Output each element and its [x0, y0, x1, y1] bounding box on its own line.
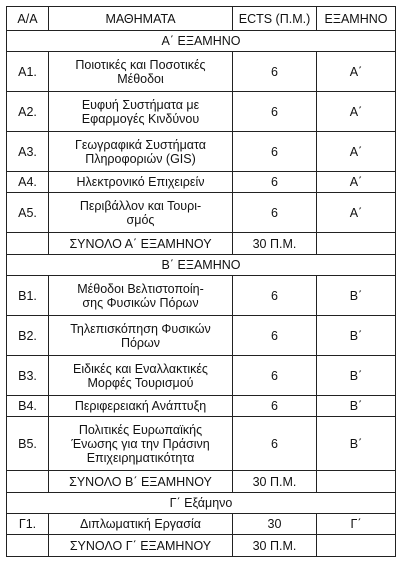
course-title	[49, 193, 233, 233]
total-empty	[7, 471, 49, 493]
course-semester: Β΄	[317, 396, 396, 417]
course-title	[49, 417, 233, 471]
course-semester: Α΄	[317, 193, 396, 233]
course-title-line: Ευφυή Συστήματα με	[81, 97, 200, 112]
course-ects: 6	[233, 132, 317, 172]
course-semester: Α΄	[317, 92, 396, 132]
course-code: Γ1.	[7, 514, 49, 535]
course-title-line: Μέθοδοι Βελτιστοποίη-	[77, 281, 204, 296]
semester-total-row	[7, 471, 396, 493]
total-empty	[317, 535, 396, 557]
course-semester: Β΄	[317, 356, 396, 396]
total-empty	[317, 233, 396, 255]
course-title	[49, 132, 233, 172]
course-title-line: Πόρων	[120, 335, 161, 350]
course-code: Β1.	[7, 276, 49, 316]
course-ects: 6	[233, 92, 317, 132]
course-title-line: Μορφές Τουρισμού	[87, 375, 194, 390]
course-ects: 6	[233, 193, 317, 233]
course-code: Β5.	[7, 417, 49, 471]
course-row	[7, 356, 396, 396]
total-value: 30 Π.Μ.	[233, 535, 317, 557]
header-code: Α/Α	[7, 7, 49, 31]
course-ects: 6	[233, 276, 317, 316]
course-semester: Γ΄	[317, 514, 396, 535]
course-row	[7, 514, 396, 535]
total-label: ΣΥΝΟΛΟ Γ΄ ΕΞΑΜΗΝΟΥ	[49, 535, 233, 557]
total-empty	[317, 471, 396, 493]
course-title	[49, 172, 233, 193]
course-row	[7, 396, 396, 417]
total-label: ΣΥΝΟΛΟ Α΄ ΕΞΑΜΗΝΟΥ	[49, 233, 233, 255]
total-empty	[7, 535, 49, 557]
course-row	[7, 52, 396, 92]
course-semester: Β΄	[317, 417, 396, 471]
course-title	[49, 356, 233, 396]
course-title-line: Ειδικές και Εναλλακτικές	[73, 361, 208, 376]
course-title-line: σμός	[126, 212, 155, 227]
course-title-line: Ηλεκτρονικό Επιχειρείν	[76, 175, 205, 189]
header-course: ΜΑΘΗΜΑΤΑ	[49, 7, 233, 31]
course-title	[49, 316, 233, 356]
section-header-row	[7, 255, 396, 276]
course-code: Α4.	[7, 172, 49, 193]
semester-total-row	[7, 535, 396, 557]
course-code: Α2.	[7, 92, 49, 132]
section-title: Α΄ ΕΞΑΜΗΝΟ	[7, 31, 396, 52]
course-title-line: Επιχειρηματικότητα	[86, 450, 195, 465]
course-title-line: Διπλωματική Εργασία	[79, 517, 202, 531]
course-row	[7, 276, 396, 316]
course-code: Β4.	[7, 396, 49, 417]
course-ects: 6	[233, 172, 317, 193]
course-code: Β3.	[7, 356, 49, 396]
section-header-row	[7, 31, 396, 52]
course-ects: 6	[233, 417, 317, 471]
total-empty	[7, 233, 49, 255]
course-title-line: Εφαρμογές Κινδύνου	[81, 111, 200, 126]
total-value: 30 Π.Μ.	[233, 233, 317, 255]
semester-total-row	[7, 233, 396, 255]
course-row	[7, 92, 396, 132]
total-value: 30 Π.Μ.	[233, 471, 317, 493]
header-semester: ΕΞΑΜΗΝΟ	[317, 7, 396, 31]
course-title-line: Ποιοτικές και Ποσοτικές	[75, 57, 206, 72]
course-title-line: Τηλεπισκόπηση Φυσικών	[70, 321, 211, 336]
course-semester: Α΄	[317, 172, 396, 193]
course-code: Α5.	[7, 193, 49, 233]
course-ects: 6	[233, 316, 317, 356]
section-title: Β΄ ΕΞΑΜΗΝΟ	[7, 255, 396, 276]
course-title	[49, 92, 233, 132]
course-code: Β2.	[7, 316, 49, 356]
header-row	[7, 7, 396, 31]
course-code: Α1.	[7, 52, 49, 92]
course-ects: 6	[233, 52, 317, 92]
header-ects: ECTS (Π.Μ.)	[233, 7, 317, 31]
course-title	[49, 52, 233, 92]
course-row	[7, 172, 396, 193]
course-row	[7, 193, 396, 233]
course-title-line: Πληροφοριών (GIS)	[85, 151, 196, 166]
course-title-line: Γεωγραφικά Συστήματα	[74, 137, 207, 152]
course-code: Α3.	[7, 132, 49, 172]
course-ects: 6	[233, 356, 317, 396]
course-row	[7, 132, 396, 172]
section-header-row	[7, 493, 396, 514]
course-ects: 6	[233, 396, 317, 417]
total-label: ΣΥΝΟΛΟ Β΄ ΕΞΑΜΗΝΟΥ	[49, 471, 233, 493]
course-semester: Β΄	[317, 276, 396, 316]
course-title	[49, 514, 233, 535]
course-title-line: Πολιτικές Ευρωπαϊκής	[78, 422, 203, 437]
course-title-line: Μέθοδοι	[117, 71, 164, 86]
course-title	[49, 396, 233, 417]
course-title	[49, 276, 233, 316]
course-title-line: Ένωσης για την Πράσινη	[71, 436, 210, 451]
section-title: Γ΄ Εξάμηνο	[7, 493, 396, 514]
course-title-line: Περιφερειακή Ανάπτυξη	[74, 399, 207, 413]
course-semester: Α΄	[317, 132, 396, 172]
course-table	[6, 6, 396, 557]
course-semester: Β΄	[317, 316, 396, 356]
course-ects: 30	[233, 514, 317, 535]
course-title-line: σης Φυσικών Πόρων	[82, 295, 199, 310]
course-row	[7, 417, 396, 471]
course-semester: Α΄	[317, 52, 396, 92]
course-row	[7, 316, 396, 356]
course-title-line: Περιβάλλον και Τουρι-	[79, 198, 202, 213]
